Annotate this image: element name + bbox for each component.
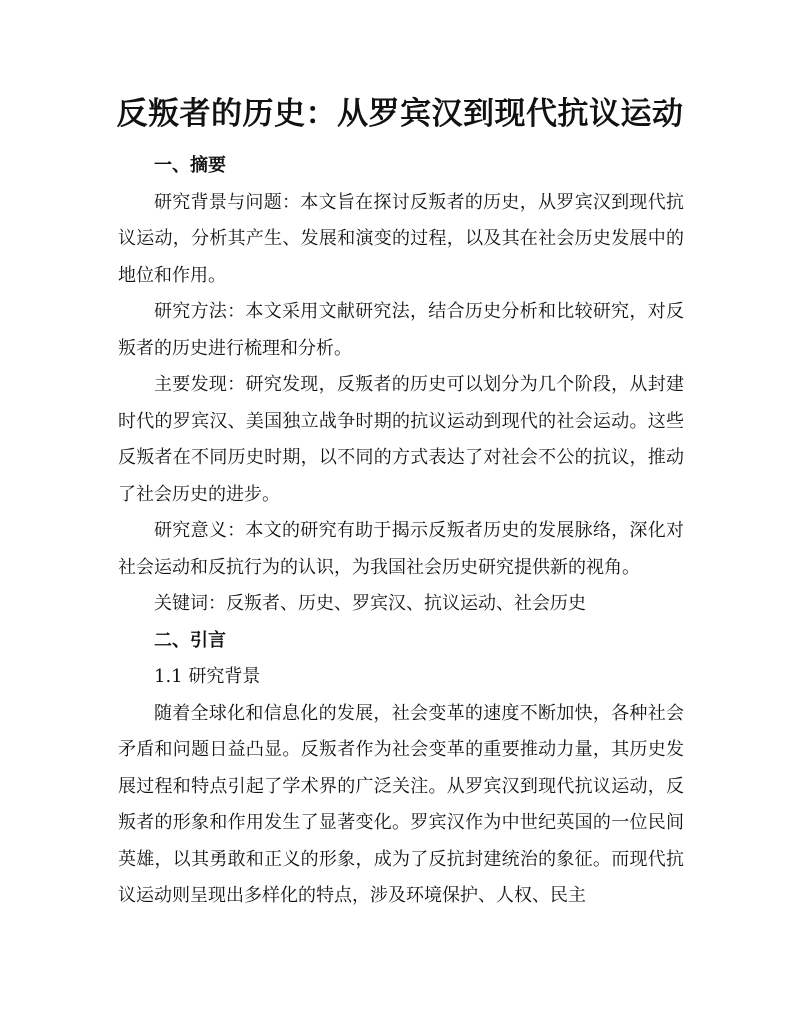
abstract-significance-paragraph: 研究意义：本文的研究有助于揭示反叛者历史的发展脉络，深化对社会运动和反抗行为的认识，为我国社会历史研究提供新的视角。: [118, 520, 684, 578]
section-heading-introduction: 二、引言: [154, 629, 226, 651]
abstract-background-paragraph: 研究背景与问题：本文旨在探讨反叛者的历史，从罗宾汉到现代抗议运动，分析其产生、发展和演变的过程，以及其在社会历史发展中的地位和作用。: [118, 191, 684, 286]
document-title: 反叛者的历史：从罗宾汉到现代抗议运动: [116, 96, 684, 132]
document-body: [118, 148, 684, 915]
subsection-heading-background: 1.1 研究背景: [154, 666, 261, 687]
introduction-paragraph: 随着全球化和信息化的发展，社会变革的速度不断加快，各种社会矛盾和问题日益凸显。反叛者作为社会变革的重要推动力量，其历史发展过程和特点引起了学术界的广泛关注。从罗宾汉到现代抗议运动，反叛者的形象和作用发生了显著变化。罗宾汉作为中世纪英国的一位民间英雄，以其勇敢和正义的形象，成为了反抗封建统治的象征。而现代抗议运动则呈现出多样化的特点，涉及环境保护、人权、民主: [118, 702, 684, 906]
section-heading-abstract: 一、摘要: [154, 155, 226, 176]
abstract-methods-paragraph: 研究方法：本文采用文献研究法，结合历史分析和比较研究，对反叛者的历史进行梳理和分析。: [118, 301, 684, 359]
keywords-line: 关键词：反叛者、历史、罗宾汉、抗议运动、社会历史: [154, 593, 586, 614]
abstract-findings-paragraph: 主要发现：研究发现，反叛者的历史可以划分为几个阶段，从封建时代的罗宾汉、美国独立战争时期的抗议运动到现代的社会运动。这些反叛者在不同历史时期，以不同的方式表达了对社会不公的抗议，推动了社会历史的进步。: [118, 374, 684, 505]
